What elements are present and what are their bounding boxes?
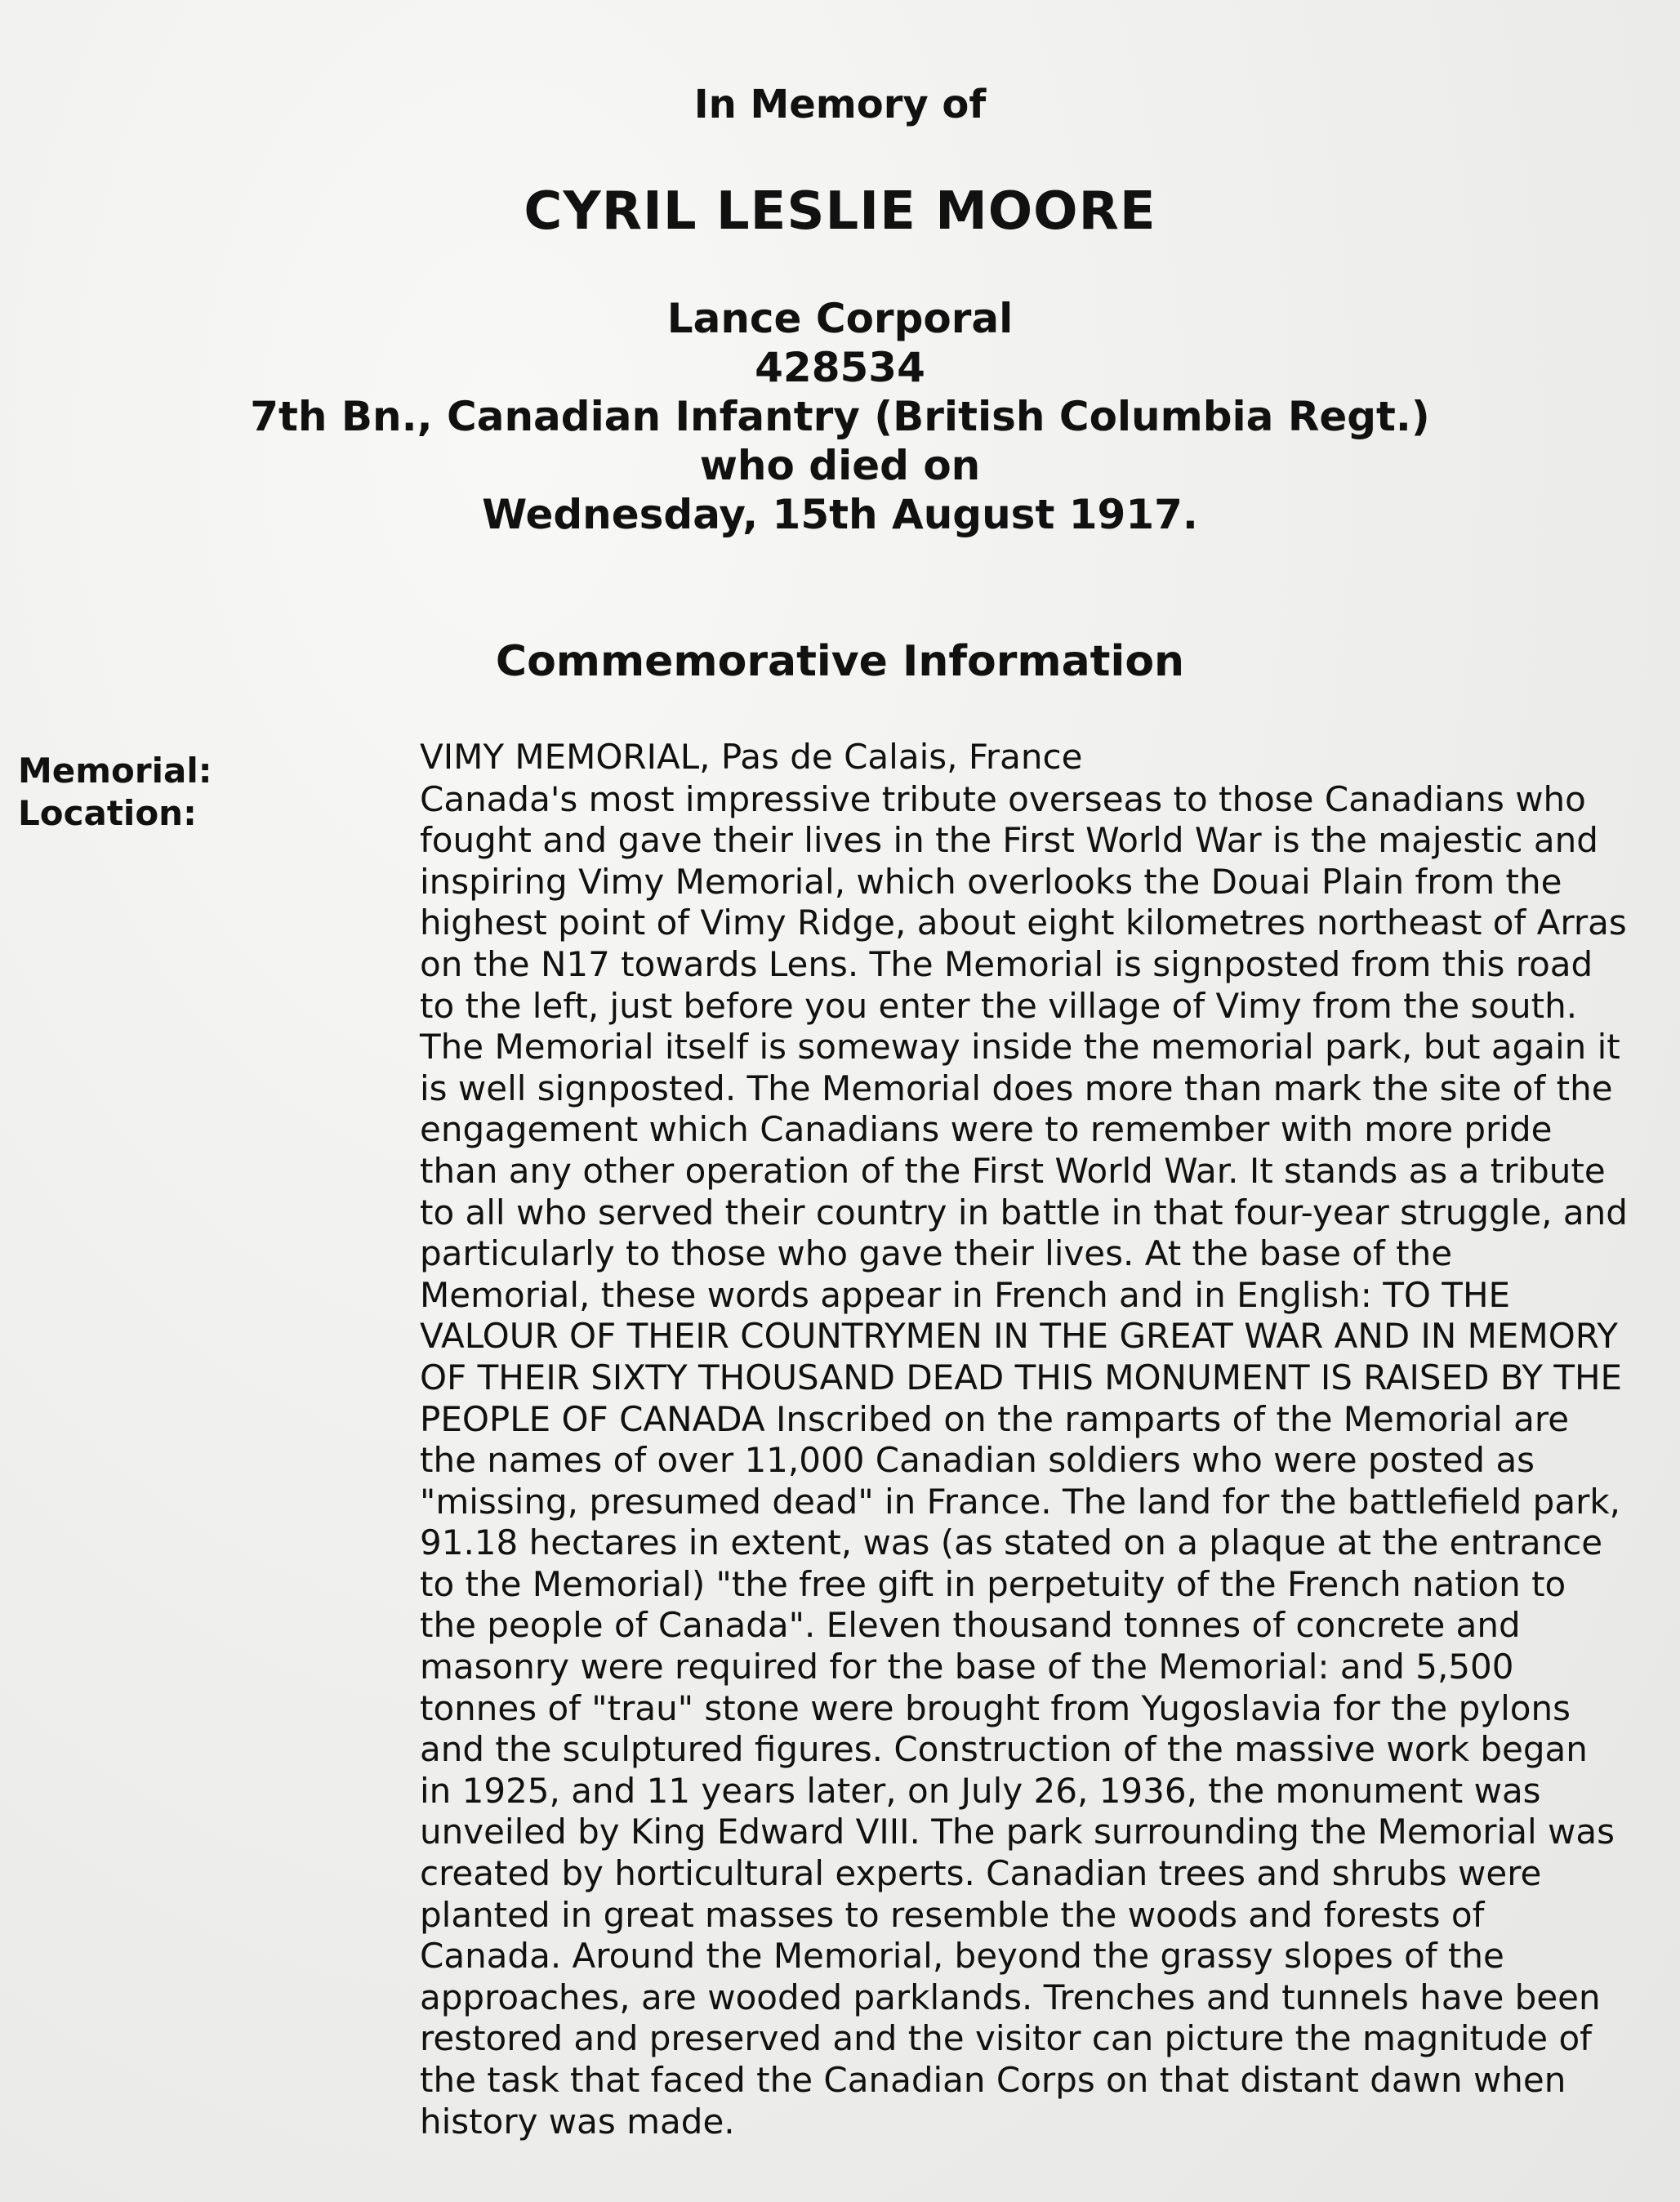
rank: Lance Corporal — [666, 295, 1014, 342]
service-number: 428534 — [755, 344, 925, 391]
memorial-label: Memorial: — [18, 751, 212, 791]
location-text: Canada's most impressive tribute overseas to those Canadians who fought and gave their lives in the First World War is the majestic and inspiring Vimy Memorial, which overlooks the Douai Plain from the highest point of Vimy Ridge, about eight kilometres northeast of Arras on the N17 towards Lens. The Memorial is signposted from this road to the left, just before you enter the village of Vimy from the south. The Memorial itself is someway inside the memorial park, but again it is well signposted. The Memorial does more than mark the site of the engagement which Canadians were to remember with more pride than any other operation of the First World War. It stands as a tribute to all who served their country in battle in that four-year struggle, and particularly to those who gave their lives. At the base of the Memorial, these words appear in French and in English: TO THE VALOUR OF THEIR COUNTRYMEN IN THE GREAT WAR AND IN MEMORY OF THEIR SIXTY THOUSAND DEAD THIS MONUMENT IS RAISED BY THE PEOPLE OF CANADA Inscribed on the ramparts of the Memorial are the names of over 11,000 Canadian soldiers who were posted as "missing, presumed dead" in France. The land for the battlefield park, 91.18 hectares in extent, was (as stated on a plaque at the entrance to the Memorial) "the free gift in perpetuity of the French nation to the people of Canada". Eleven thousand tonnes of concrete and masonry were required for the base of the Memorial: and 5,500 tonnes of "trau" stone were brought from Yugoslavia for the pylons and the sculptured figures. Construction of the massive work began in 1925, and 11 years later, on July 26, 1936, the monument was unveiled by King Edward VIII. The park surrounding the Memorial was created by horticultural experts. Canadian trees and shrubs were planted in great masses to resemble the woods and forests of Canada. Around the Memorial, beyond the grassy slopes of the approaches, are wooded parklands. Trenches and tunnels have been restored and preserved and the visitor can picture the magnitude of the task that faced the Canadian Corps on that distant dawn when history was made. — [420, 778, 1628, 2142]
died-on-label: who died on — [699, 442, 981, 489]
field-labels — [18, 750, 212, 835]
in-memory-heading: In Memory of — [693, 82, 987, 127]
commemorative-title: Commemorative Information — [495, 637, 1185, 686]
unit: 7th Bn., Canadian Infantry (British Columbia Regt.) — [250, 393, 1430, 440]
service-details — [0, 294, 1680, 539]
memorial-value: VIMY MEMORIAL, Pas de Calais, France — [420, 737, 1083, 777]
date-of-death: Wednesday, 15th August 1917. — [482, 491, 1198, 538]
location-label: Location: — [18, 793, 197, 833]
field-values — [420, 737, 1629, 2142]
soldier-name: CYRIL LESLIE MOORE — [524, 181, 1156, 242]
